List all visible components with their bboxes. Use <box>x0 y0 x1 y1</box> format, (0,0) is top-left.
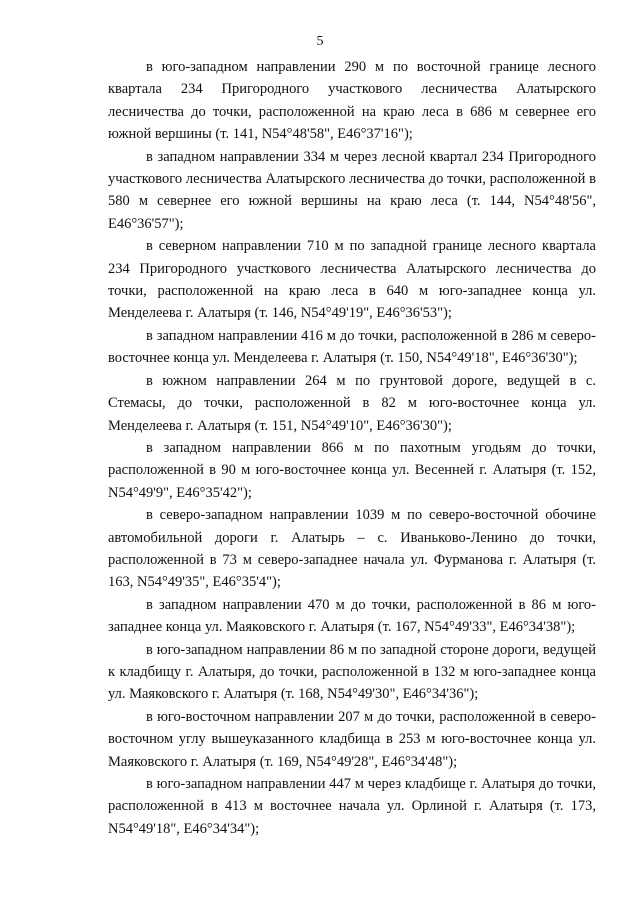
paragraph: в западном направлении 470 м до точки, расположенной в 86 м юго-западнее конца ул. Маяковского г. Алатыря (т. 167, N54°49'33", E46°34'38"); <box>108 596 596 636</box>
paragraph: в западном направлении 416 м до точки, расположенной в 286 м северо-восточнее конца ул. Менделеева г. Алатыря (т. 150, N54°49'18", E46°36'30"); <box>108 327 596 367</box>
paragraph: в южном направлении 264 м по грунтовой дороге, ведущей в с. Стемасы, до точки, расположенной в 82 м юго-восточнее конца ул. Менделеева г. Алатыря (т. 151, N54°49'10", E46°36'30"); <box>108 372 596 434</box>
paragraph: в западном направлении 866 м по пахотным угодьям до точки, расположенной в 90 м юго-восточнее конца ул. Весенней г. Алатыря (т. 152, N54°49'9", E46°35'42"); <box>108 439 596 501</box>
paragraph: в юго-западном направлении 290 м по восточной границе лесного квартала 234 Пригородного участкового лесничества Алатырского лесничества до точки, расположенной на краю леса в 686 м севернее его южной вершины (т. 141, N54°48'58", E46°37'16"); <box>108 59 596 143</box>
paragraph: в юго-западном направлении 86 м по западной стороне дороги, ведущей к кладбищу г. Алатыря, до точки, расположенной в 132 м юго-западнее конца ул. Маяковского г. Алатыря (т. 168, N54°49'30", E46°34'36"); <box>108 641 596 703</box>
paragraph: в западном направлении 334 м через лесной квартал 234 Пригородного участкового лесничества Алатырского лесничества до точки, расположенной в 580 м севернее его южной вершины на краю леса (т. 144, N54°48'56", E46°36'57"); <box>108 148 596 232</box>
paragraph: в северо-западном направлении 1039 м по северо-восточной обочине автомобильной дороги г. Алатырь – с. Иваньково-Ленино до точки, расположенной в 73 м северо-западнее начала ул. Фурманова г. Алатыря (т. 163, N54°49'35", E46°35'4"); <box>108 507 596 591</box>
paragraph: в юго-восточном направлении 207 м до точки, расположенной в северо-восточном углу вышеуказанного кладбища в 253 м юго-восточнее конца ул. Маяковского г. Алатыря (т. 169, N54°49'28", E46°34'48"); <box>108 708 596 770</box>
document-body <box>108 56 596 840</box>
paragraph: в северном направлении 710 м по западной границе лесного квартала 234 Пригородного участкового лесничества Алатырского лесничества до точки, расположенной на краю леса в 640 м юго-западнее конца ул. Менделеева г. Алатыря (т. 146, N54°49'19", E46°36'53"); <box>108 238 596 322</box>
paragraph: в юго-западном направлении 447 м через кладбище г. Алатыря до точки, расположенной в 413 м восточнее начала ул. Орлиной г. Алатыря (т. 173, N54°49'18", E46°34'34"); <box>108 776 596 837</box>
page-number: 5 <box>316 34 324 49</box>
